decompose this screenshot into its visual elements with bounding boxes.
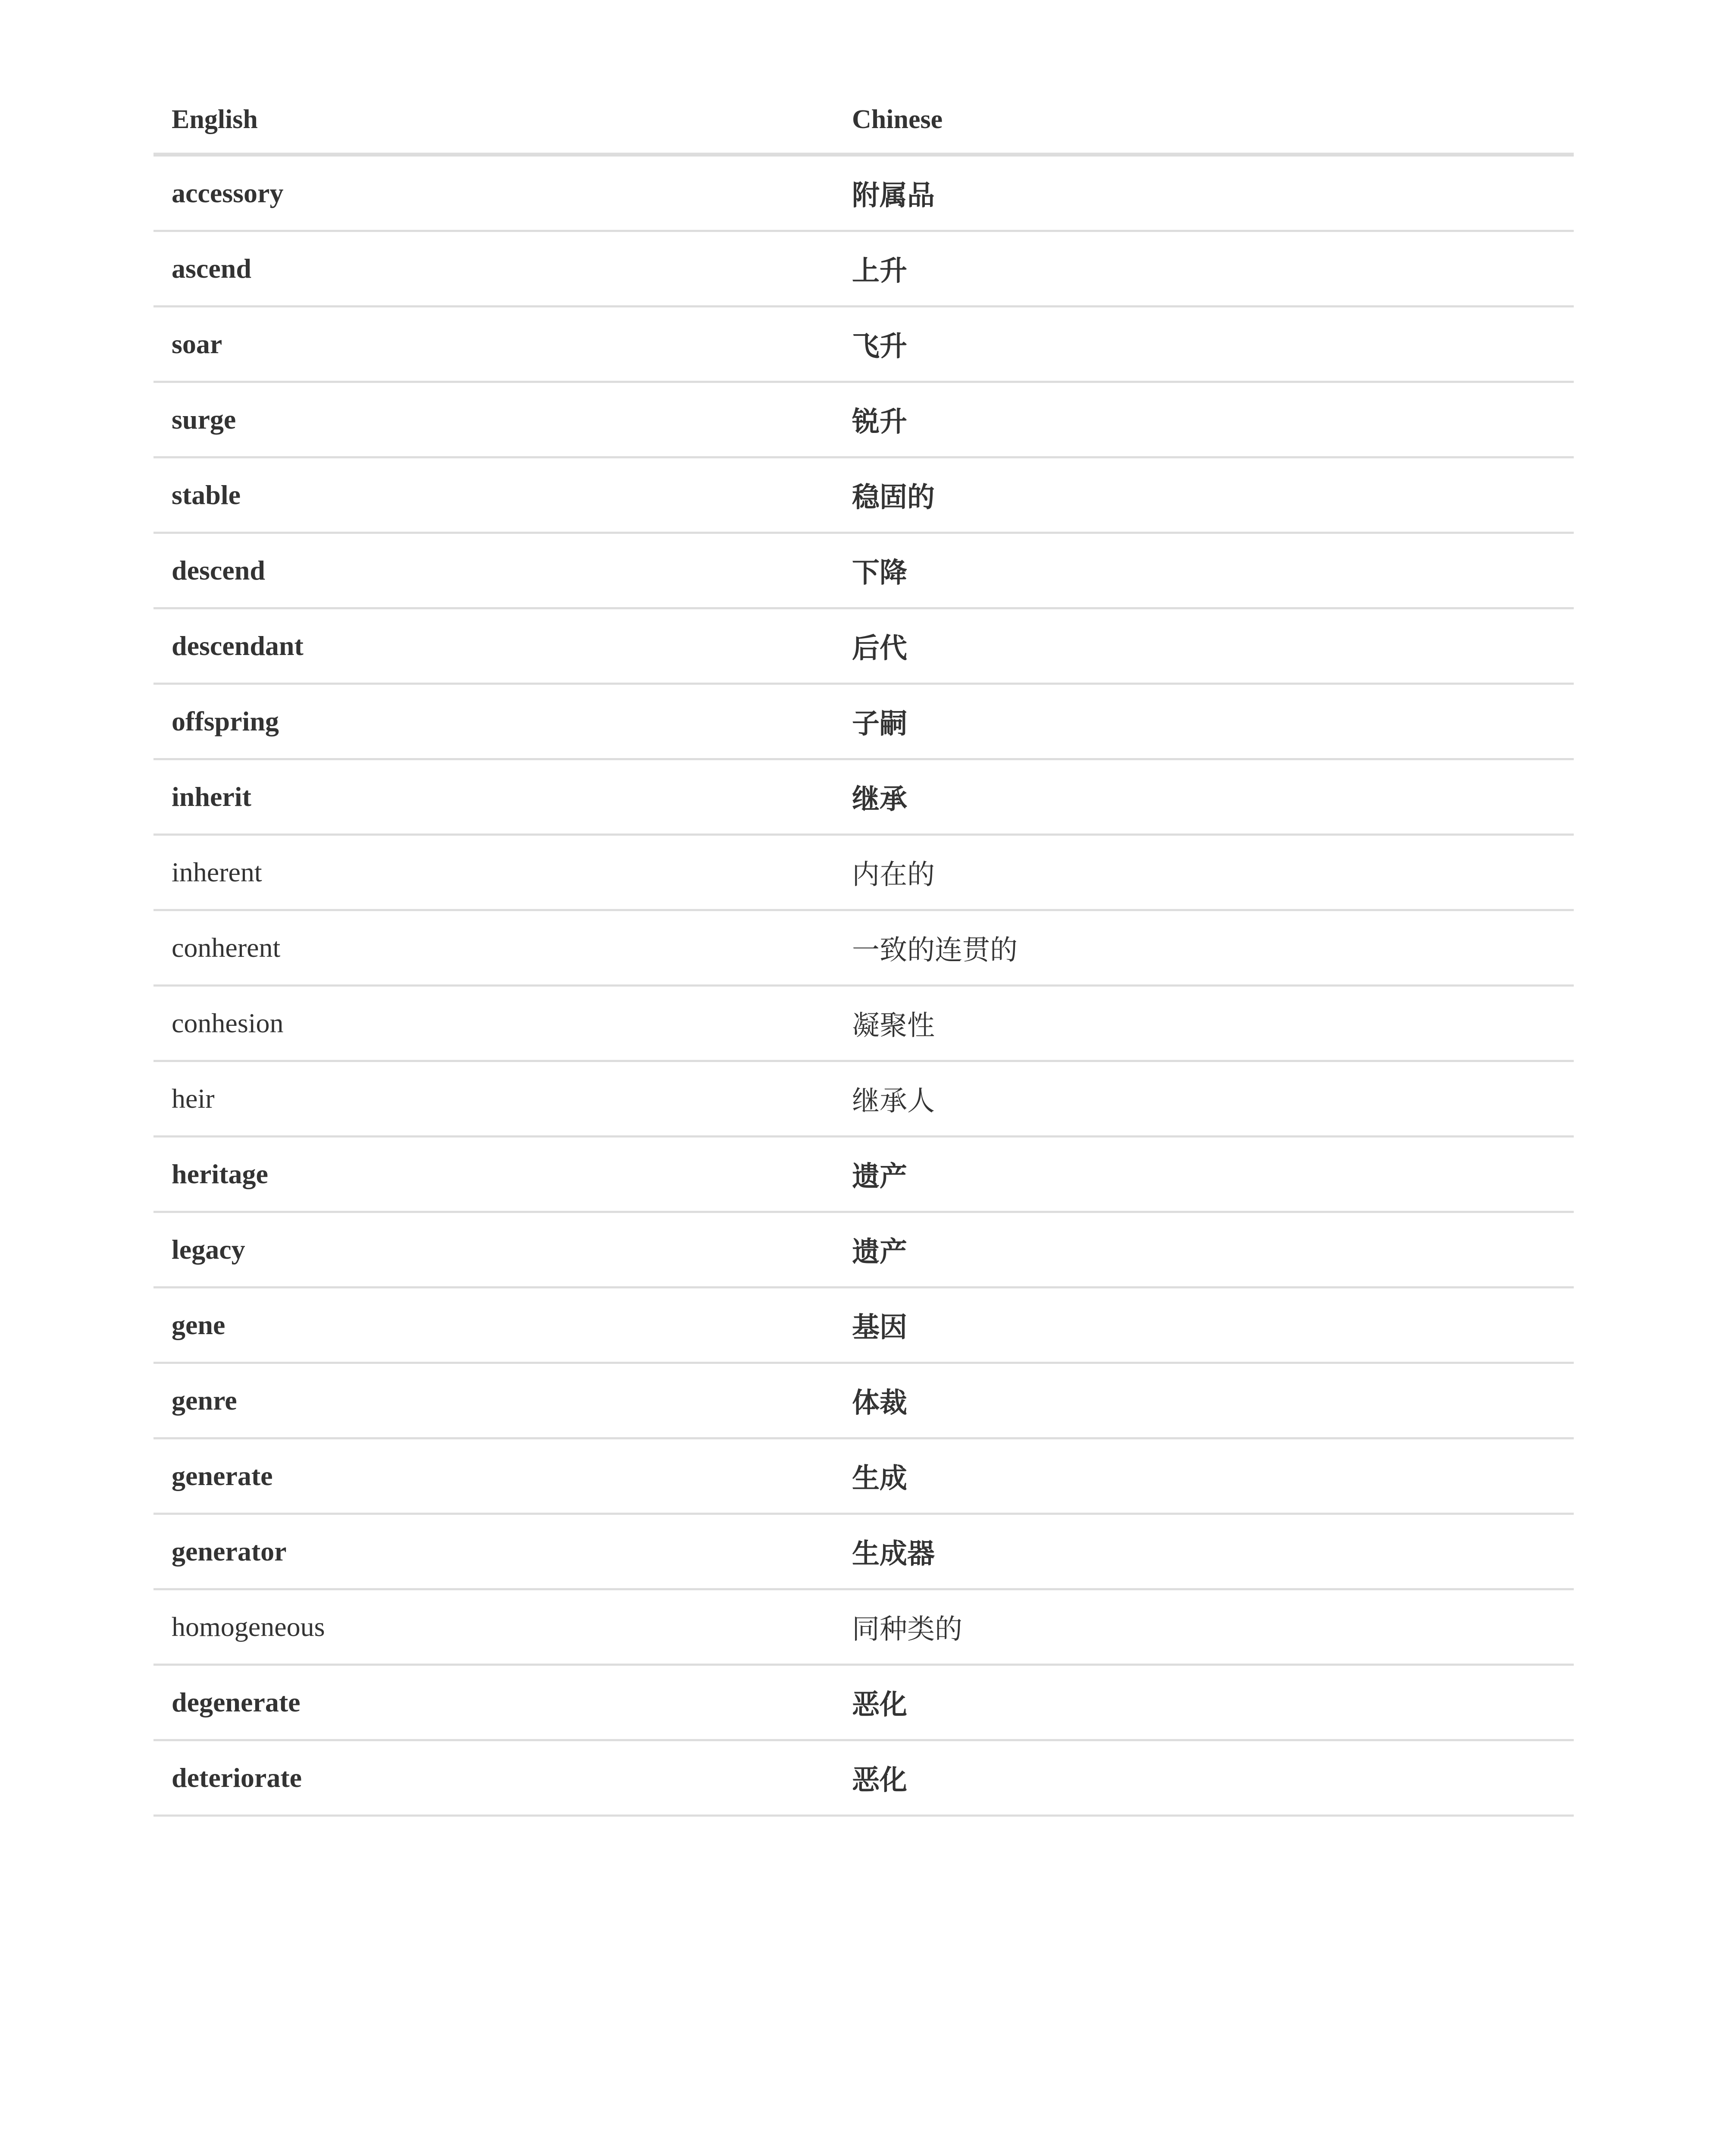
english-word-cell: legacy (153, 1212, 834, 1288)
chinese-translation-cell: 继承人 (834, 1061, 1574, 1137)
english-word-cell: generator (153, 1514, 834, 1589)
chinese-translation-cell: 附属品 (834, 155, 1574, 231)
english-word-cell: heritage (153, 1137, 834, 1212)
table-row (153, 1589, 1574, 1665)
table-row (153, 1665, 1574, 1740)
table-row (153, 231, 1574, 307)
english-word-cell: soar (153, 307, 834, 382)
table-header (153, 86, 1574, 155)
table-row (153, 1740, 1574, 1816)
chinese-translation-cell: 恶化 (834, 1740, 1574, 1816)
chinese-translation-cell: 遗产 (834, 1137, 1574, 1212)
table-row (153, 608, 1574, 684)
table-row (153, 533, 1574, 608)
chinese-translation-cell: 锐升 (834, 382, 1574, 458)
chinese-translation-cell: 稳固的 (834, 458, 1574, 533)
chinese-translation-cell: 上升 (834, 231, 1574, 307)
chinese-translation-cell: 同种类的 (834, 1589, 1574, 1665)
chinese-translation-cell: 凝聚性 (834, 986, 1574, 1061)
table-body (153, 155, 1574, 1816)
english-word-cell: gene (153, 1288, 834, 1363)
table-row (153, 986, 1574, 1061)
table-row (153, 835, 1574, 910)
table-row (153, 910, 1574, 986)
table-row (153, 1363, 1574, 1438)
english-word-cell: inherit (153, 759, 834, 835)
english-word-cell: inherent (153, 835, 834, 910)
chinese-translation-cell: 体裁 (834, 1363, 1574, 1438)
table-row (153, 458, 1574, 533)
english-word-cell: deteriorate (153, 1740, 834, 1816)
english-word-cell: offspring (153, 684, 834, 759)
chinese-translation-cell: 下降 (834, 533, 1574, 608)
english-word-cell: conherent (153, 910, 834, 986)
english-word-cell: stable (153, 458, 834, 533)
chinese-translation-cell: 生成器 (834, 1514, 1574, 1589)
chinese-translation-cell: 飞升 (834, 307, 1574, 382)
english-word-cell: genre (153, 1363, 834, 1438)
chinese-translation-cell: 恶化 (834, 1665, 1574, 1740)
english-word-cell: ascend (153, 231, 834, 307)
english-word-cell: surge (153, 382, 834, 458)
table-row (153, 1061, 1574, 1137)
english-column-header: English (153, 86, 834, 155)
chinese-column-header: Chinese (834, 86, 1574, 155)
chinese-translation-cell: 生成 (834, 1438, 1574, 1514)
chinese-translation-cell: 子嗣 (834, 684, 1574, 759)
header-row (153, 86, 1574, 155)
english-word-cell: descendant (153, 608, 834, 684)
table-row (153, 1438, 1574, 1514)
chinese-translation-cell: 后代 (834, 608, 1574, 684)
table-row (153, 307, 1574, 382)
table-row (153, 1288, 1574, 1363)
vocabulary-table (153, 86, 1574, 1817)
table-row (153, 1514, 1574, 1589)
english-word-cell: conhesion (153, 986, 834, 1061)
chinese-translation-cell: 一致的连贯的 (834, 910, 1574, 986)
table-row (153, 155, 1574, 231)
chinese-translation-cell: 内在的 (834, 835, 1574, 910)
english-word-cell: accessory (153, 155, 834, 231)
english-word-cell: heir (153, 1061, 834, 1137)
table-row (153, 684, 1574, 759)
table-row (153, 1212, 1574, 1288)
chinese-translation-cell: 基因 (834, 1288, 1574, 1363)
english-word-cell: descend (153, 533, 834, 608)
table-row (153, 759, 1574, 835)
table-row (153, 1137, 1574, 1212)
chinese-translation-cell: 继承 (834, 759, 1574, 835)
english-word-cell: generate (153, 1438, 834, 1514)
english-word-cell: homogeneous (153, 1589, 834, 1665)
chinese-translation-cell: 遗产 (834, 1212, 1574, 1288)
table-row (153, 382, 1574, 458)
english-word-cell: degenerate (153, 1665, 834, 1740)
